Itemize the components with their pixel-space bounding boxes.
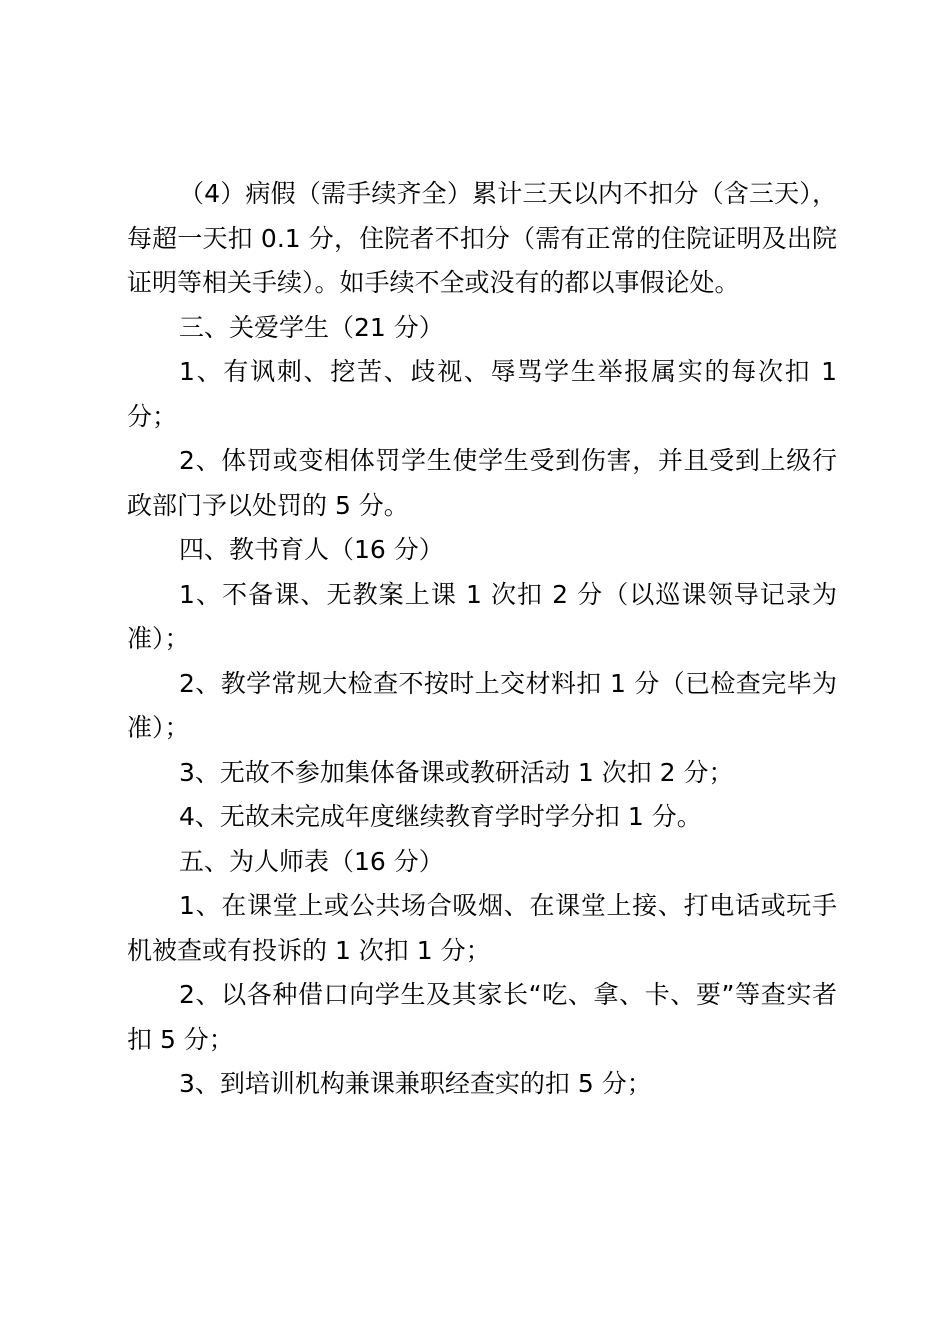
paragraph-role-model-item-3: 3、到培训机构兼课兼职经查实的扣 5 分； — [179, 1069, 652, 1098]
section-heading-role-model: 五、为人师表（16 分） — [179, 846, 444, 876]
section-heading-teaching: 四、教书育人（16 分） — [179, 535, 444, 564]
paragraph-role-model-item-2: 2、以各种借口向学生及其家长“吃、拿、卡、要”等查实者扣 5 分； — [127, 980, 837, 1054]
paragraph-teaching-item-2: 2、教学常规大检查不按时上交材料扣 1 分（已检查完毕为准）； — [127, 668, 837, 742]
paragraph-teaching-item-1: 1、不备课、无教案上课 1 次扣 2 分（以巡课领导记录为准）； — [127, 579, 837, 653]
paragraph-teaching-item-3: 3、无故不参加集体备课或教研活动 1 次扣 2 分； — [179, 757, 734, 787]
paragraph-care-item-2: 2、体罚或变相体罚学生使学生受到伤害，并且受到上级行政部门予以处罚的 5 分。 — [127, 446, 837, 520]
paragraph-care-item-1: 1、有讽刺、挖苦、歧视、辱骂学生举报属实的每次扣 1 分； — [127, 357, 837, 431]
paragraph-teaching-item-4: 4、无故未完成年度继续教育学时学分扣 1 分。 — [179, 802, 702, 831]
paragraph-sick-leave: （4）病假（需手续齐全）累计三天以内不扣分（含三天），每超一天扣 0.1 分，住院者不扣分（需有正常的住院证明及出院证明等相关手续）。如手续不全或没有的都以事假论处。 — [127, 179, 837, 297]
section-heading-care-for-students: 三、关爱学生（21 分） — [179, 312, 444, 342]
paragraph-role-model-item-1: 1、在课堂上或公共场合吸烟、在课堂上接、打电话或玩手机被查或有投诉的 1 次扣 1 分； — [127, 891, 837, 965]
document-body — [127, 172, 837, 1107]
